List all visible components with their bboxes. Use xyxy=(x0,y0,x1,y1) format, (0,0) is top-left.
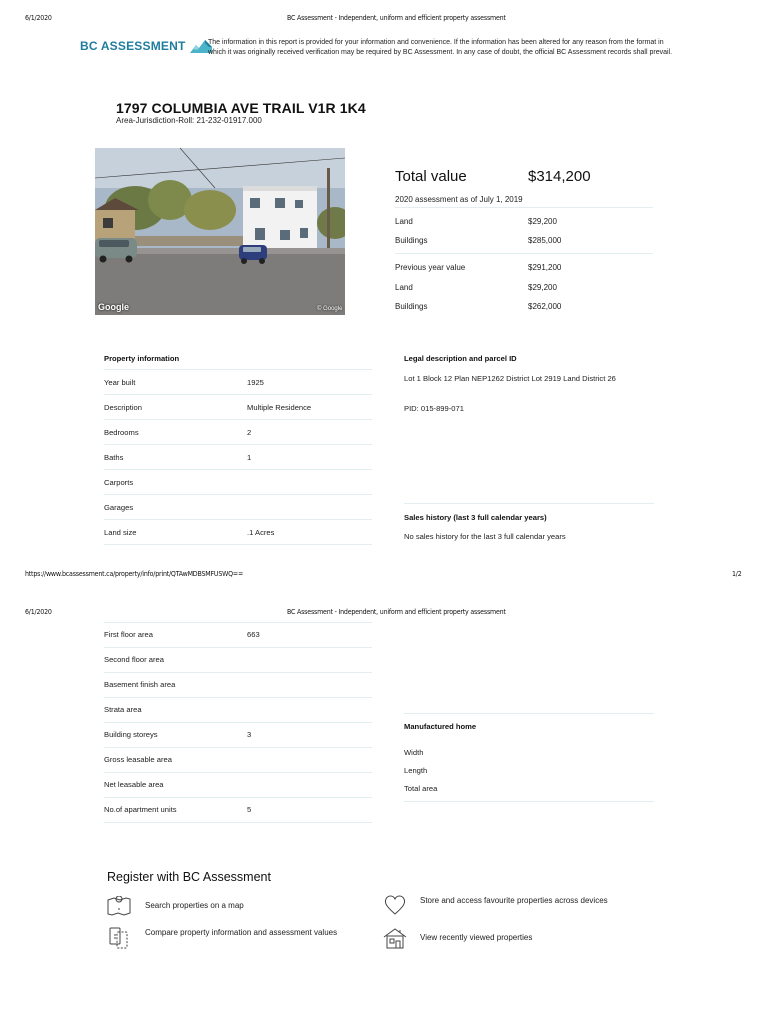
property-info-row-value: Multiple Residence xyxy=(247,403,312,412)
sales-history-title: Sales history (last 3 full calendar years) xyxy=(404,513,547,522)
divider xyxy=(104,722,372,723)
manufactured-home-title: Manufactured home xyxy=(404,722,477,731)
parcel-id: PID: 015-899-071 xyxy=(404,404,464,413)
divider xyxy=(404,713,654,714)
legal-description: Lot 1 Block 12 Plan NEP1262 District Lot 2919 Land District 26 xyxy=(404,374,616,383)
divider xyxy=(104,747,372,748)
print-title-page2: BC Assessment - Independent, uniform and efficient property assessment xyxy=(287,608,506,616)
property-info-row-value: .1 Acres xyxy=(247,528,275,537)
print-date-page2: 6/1/2020 xyxy=(25,608,52,616)
building-detail-row-value: 5 xyxy=(247,805,252,814)
feature-search-map: Search properties on a map xyxy=(145,901,244,910)
heart-icon xyxy=(383,893,409,919)
building-detail-row-value: 663 xyxy=(247,630,260,639)
divider xyxy=(395,253,653,254)
manufactured-width-label: Width xyxy=(404,748,424,757)
sales-history-text: No sales history for the last 3 full calendar years xyxy=(404,532,566,541)
divider xyxy=(104,419,372,420)
divider xyxy=(104,519,372,520)
property-address: 1797 COLUMBIA AVE TRAIL V1R 1K4 xyxy=(116,100,366,116)
property-info-row-label: Garages xyxy=(104,503,134,512)
footer-url: https://www.bcassessment.ca/property/info/print/QTAwMDBSMFUSWQ== xyxy=(25,570,244,578)
assessment-date: 2020 assessment as of July 1, 2019 xyxy=(395,195,523,204)
feature-favourites: Store and access favourite properties across devices xyxy=(420,896,608,905)
property-info-row-label: Carports xyxy=(104,478,134,487)
google-watermark: Google xyxy=(98,302,129,312)
feature-compare: Compare property information and assessment values xyxy=(145,928,338,937)
land-label: Land xyxy=(395,217,413,226)
building-detail-row-label: Second floor area xyxy=(104,655,164,664)
building-detail-row-label: Strata area xyxy=(104,705,142,714)
divider xyxy=(104,469,372,470)
logo-text: BC ASSESSMENT xyxy=(80,39,186,53)
house-icon xyxy=(382,926,410,950)
compare-icon xyxy=(107,926,133,950)
divider xyxy=(104,494,372,495)
manufactured-length-label: Length xyxy=(404,766,428,775)
google-copyright: © Google xyxy=(317,306,343,312)
divider xyxy=(104,444,372,445)
building-detail-row-label: Building storeys xyxy=(104,730,158,739)
footer-page-number: 1/2 xyxy=(732,570,742,578)
divider xyxy=(395,207,653,208)
building-detail-row-label: Gross leasable area xyxy=(104,755,172,764)
property-info-row-value: 2 xyxy=(247,428,252,437)
street-photo-drawing xyxy=(95,148,345,315)
total-value-amount: $314,200 xyxy=(528,168,591,185)
previous-buildings-value: $262,000 xyxy=(528,302,562,311)
previous-land-label: Land xyxy=(395,283,413,292)
building-detail-row-label: No.of apartment units xyxy=(104,805,177,814)
property-info-row-label: Land size xyxy=(104,528,137,537)
divider xyxy=(404,801,654,802)
divider xyxy=(104,369,372,370)
property-info-row-value: 1925 xyxy=(247,378,264,387)
previous-land-value: $29,200 xyxy=(528,283,557,292)
building-detail-row-value: 3 xyxy=(247,730,252,739)
property-info-row-label: Description xyxy=(104,403,142,412)
divider xyxy=(104,772,372,773)
divider xyxy=(104,822,372,823)
divider xyxy=(404,503,654,504)
buildings-label: Buildings xyxy=(395,236,428,245)
previous-year-value: $291,200 xyxy=(528,263,562,272)
legal-title: Legal description and parcel ID xyxy=(404,354,517,363)
property-info-row-label: Bedrooms xyxy=(104,428,139,437)
street-view-photo xyxy=(95,148,345,315)
print-title: BC Assessment - Independent, uniform and efficient property assessment xyxy=(287,14,506,22)
buildings-value: $285,000 xyxy=(528,236,562,245)
feature-recently-viewed: View recently viewed properties xyxy=(420,933,533,942)
total-value-label: Total value xyxy=(395,168,467,185)
manufactured-total-area-label: Total area xyxy=(404,784,438,793)
divider xyxy=(104,622,372,623)
property-info-title: Property information xyxy=(104,354,180,363)
divider xyxy=(104,697,372,698)
property-info-row-label: Baths xyxy=(104,453,124,462)
land-value: $29,200 xyxy=(528,217,557,226)
property-info-row-label: Year built xyxy=(104,378,136,387)
divider xyxy=(104,672,372,673)
bc-assessment-logo xyxy=(80,38,213,54)
building-detail-row-label: Basement finish area xyxy=(104,680,176,689)
divider xyxy=(104,797,372,798)
register-title: Register with BC Assessment xyxy=(107,870,271,884)
building-detail-row-label: First floor area xyxy=(104,630,153,639)
previous-year-label: Previous year value xyxy=(395,263,466,272)
disclaimer-text: The information in this report is provided for your information and convenience. If the information has been altered for any reason from the format in which it was originally received verification may be required by BC Assessment. In any case of doubt, the official BC Assessment records shall prevail. xyxy=(208,39,673,56)
divider xyxy=(104,394,372,395)
roll-number: Area-Jurisdiction-Roll: 21-232-01917.000 xyxy=(116,116,262,125)
divider xyxy=(104,647,372,648)
building-detail-row-label: Net leasable area xyxy=(104,780,164,789)
property-info-row-value: 1 xyxy=(247,453,252,462)
print-date: 6/1/2020 xyxy=(25,14,52,22)
previous-buildings-label: Buildings xyxy=(395,302,428,311)
map-icon xyxy=(107,896,133,918)
divider xyxy=(104,544,372,545)
